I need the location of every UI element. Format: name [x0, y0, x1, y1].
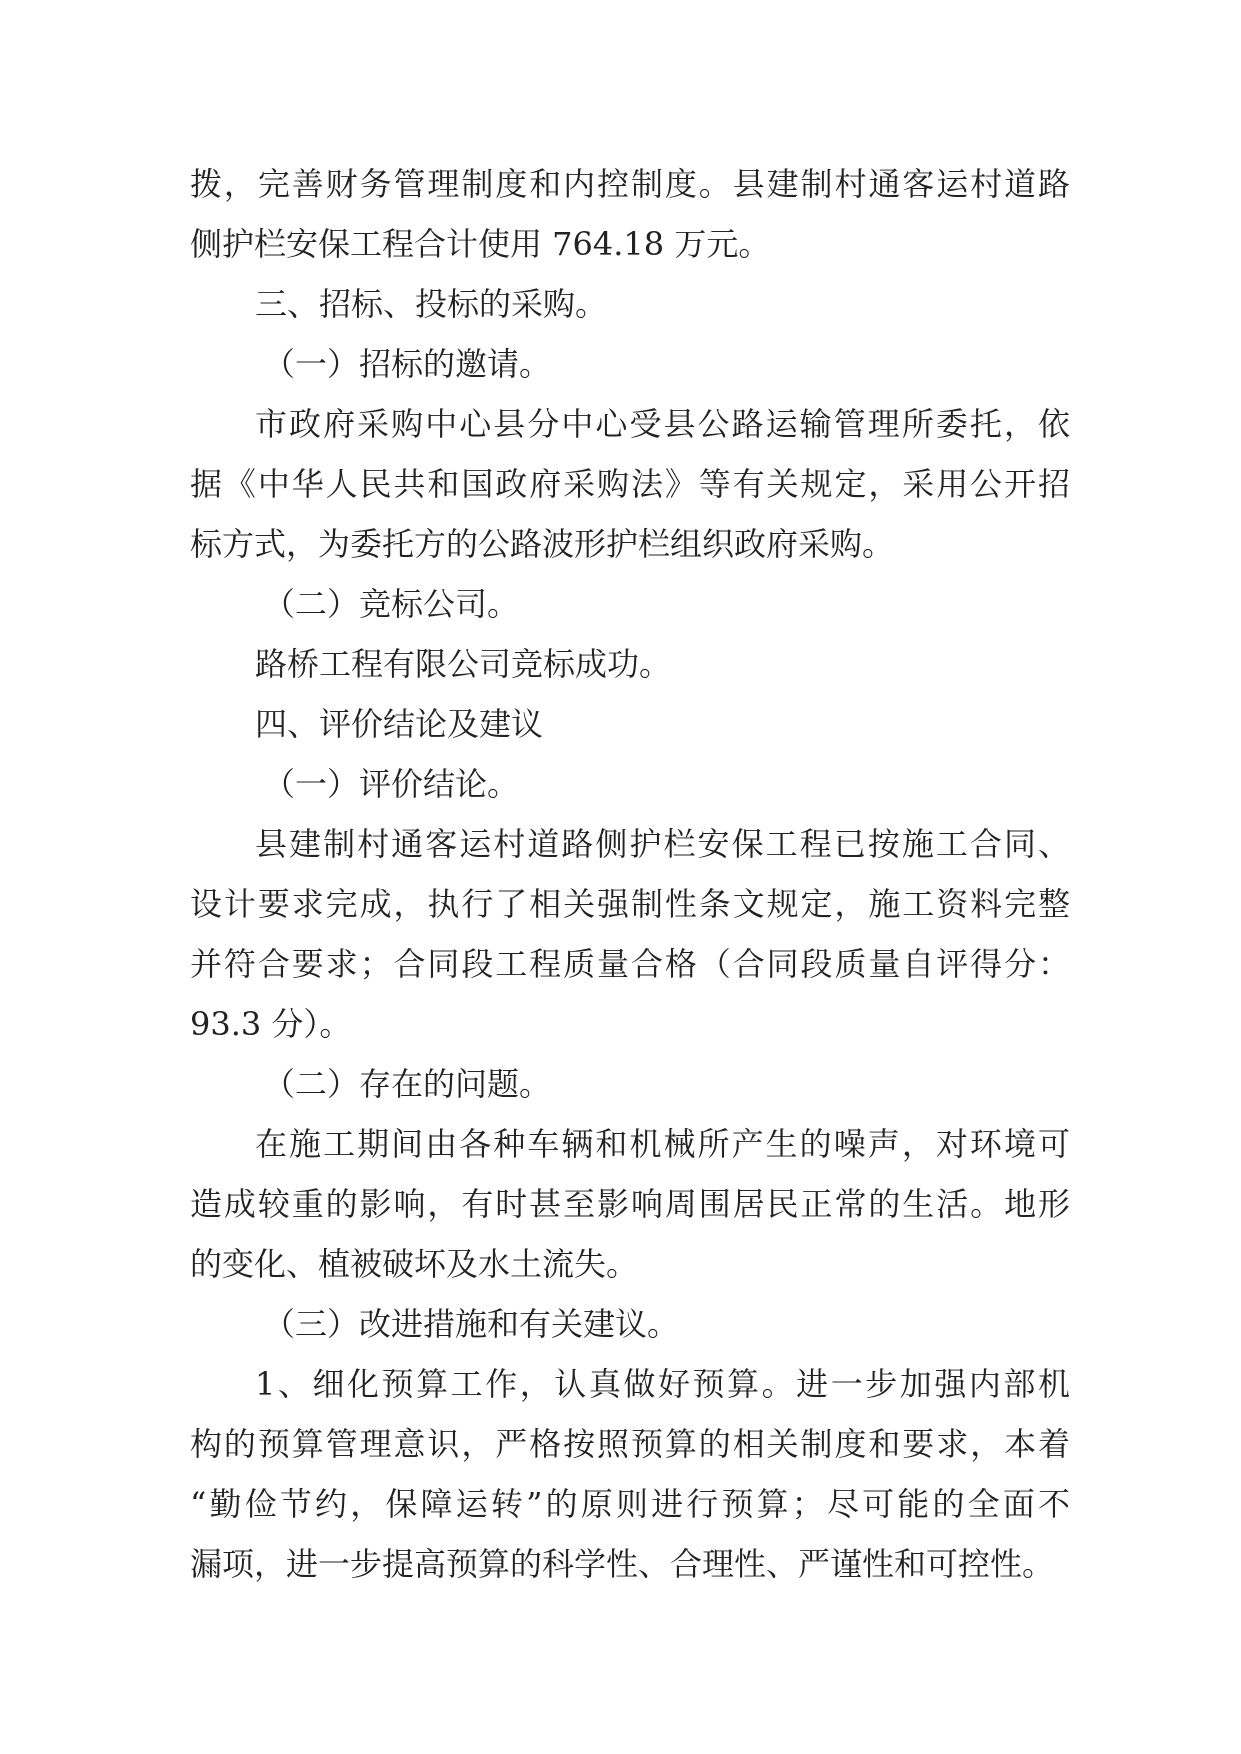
- paragraph-line: 构的预算管理意识，严格按照预算的相关制度和要求，本着: [190, 1425, 1070, 1463]
- paragraph-line: 侧护栏安保工程合计使用 764.18 万元。: [190, 225, 771, 263]
- paragraph-line: 在施工期间由各种车辆和机械所产生的噪声，对环境可: [255, 1125, 1070, 1163]
- paragraph-line: 市政府采购中心县分中心受县公路运输管理所委托，依: [255, 405, 1070, 443]
- paragraph-line: 路桥工程有限公司竞标成功。: [255, 645, 672, 683]
- section-heading: 三、招标、投标的采购。: [255, 285, 608, 323]
- subsection-heading: （二）竞标公司。: [263, 585, 520, 623]
- paragraph-line: 的变化、植被破坏及水土流失。: [190, 1245, 639, 1283]
- subsection-heading: （二）存在的问题。: [263, 1065, 552, 1103]
- paragraph-line: 县建制村通客运村道路侧护栏安保工程已按施工合同、: [255, 825, 1070, 863]
- paragraph-line: “勤俭节约，保障运转”的原则进行预算；尽可能的全面不: [190, 1485, 1070, 1523]
- paragraph-line: 漏项，进一步提高预算的科学性、合理性、严谨性和可控性。: [190, 1545, 1055, 1583]
- paragraph-line: 1、细化预算工作，认真做好预算。进一步加强内部机: [255, 1365, 1070, 1403]
- subsection-heading: （一）评价结论。: [263, 765, 520, 803]
- paragraph-line: 并符合要求；合同段工程质量合格（合同段质量自评得分：: [190, 945, 1070, 983]
- section-heading: 四、评价结论及建议: [255, 705, 544, 743]
- subsection-heading: （一）招标的邀请。: [263, 345, 552, 383]
- paragraph-line: 设计要求完成，执行了相关强制性条文规定，施工资料完整: [190, 885, 1070, 923]
- paragraph-line: 标方式，为委托方的公路波形护栏组织政府采购。: [190, 525, 895, 563]
- paragraph-line: 拨，完善财务管理制度和内控制度。县建制村通客运村道路: [190, 165, 1070, 203]
- paragraph-line: 造成较重的影响，有时甚至影响周围居民正常的生活。地形: [190, 1185, 1070, 1223]
- paragraph-line: 93.3 分）。: [190, 1005, 352, 1043]
- paragraph-line: 据《中华人民共和国政府采购法》等有关规定，采用公开招: [190, 465, 1070, 503]
- subsection-heading: （三）改进措施和有关建议。: [263, 1305, 680, 1343]
